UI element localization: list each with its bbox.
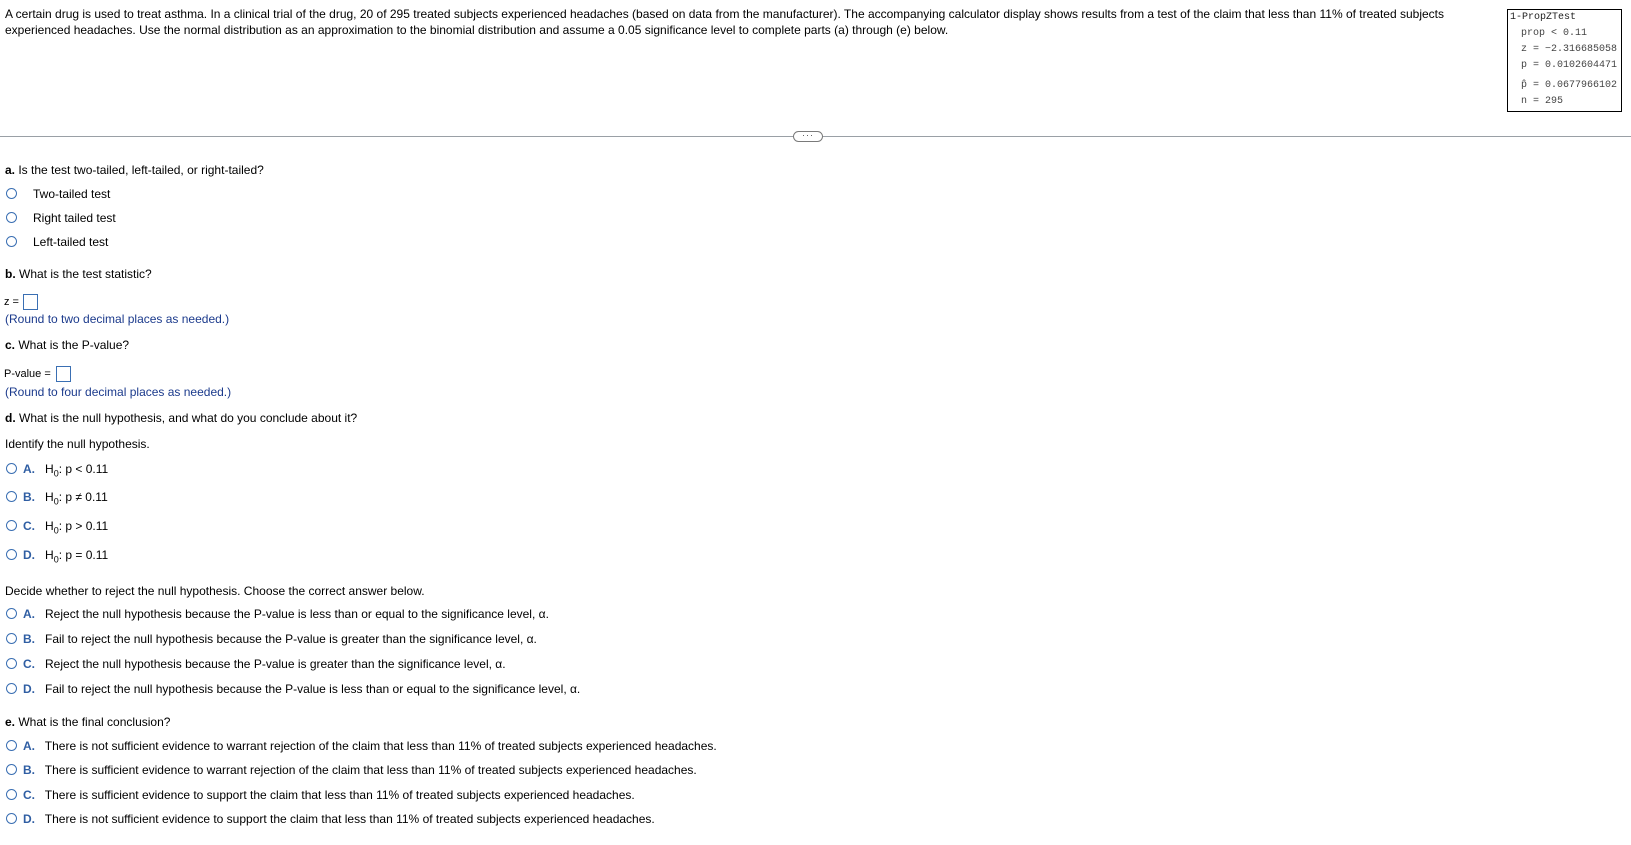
radio-conclusion-c[interactable] [6,789,17,800]
null-option-a-letter: A. [23,462,35,476]
null-option-a-text: : p < 0.11 [58,462,109,476]
radio-conclusion-a[interactable] [6,740,17,751]
radio-decision-b[interactable] [6,633,17,644]
z-answer-input[interactable] [23,294,38,310]
z-label: z = [4,296,19,308]
null-option-a[interactable] [23,462,108,478]
conclusion-option-c[interactable] [23,788,635,802]
null-option-c-h: H [45,519,54,533]
option-left-tailed[interactable]: Left-tailed test [33,235,109,249]
calc-prop: prop < 0.11 [1521,28,1588,39]
conclusion-option-a[interactable] [23,739,717,753]
conclusion-option-c-text: There is sufficient evidence to support the claim that less than 11% of treated subjects experienced headaches. [44,788,635,802]
p-value-label: P-value = [4,368,51,380]
conclusion-option-a-text: There is not sufficient evidence to warrant rejection of the claim that less than 11% of treated subjects experienced headaches. [44,739,717,753]
conclusion-option-a-letter: A. [23,739,35,753]
null-option-c-text: : p > 0.11 [58,519,109,533]
question-d-letter: d. [5,411,16,425]
question-b-text: What is the test statistic? [15,267,152,281]
null-option-a-h: H [45,462,54,476]
question-c-letter: c. [5,338,16,352]
radio-decision-d[interactable] [6,683,17,694]
radio-decision-a[interactable] [6,608,17,619]
null-option-d-sub: 0 [53,554,59,565]
question-c [5,338,129,352]
null-option-b[interactable] [23,490,108,506]
calc-phat: p̂ = 0.0677966102 [1521,80,1618,91]
radio-null-c[interactable] [6,520,17,531]
radio-conclusion-b[interactable] [6,764,17,775]
decision-option-d-letter: D. [23,682,35,696]
null-option-d[interactable] [23,548,108,564]
null-option-b-letter: B. [23,490,35,504]
calc-n: n = 295 [1521,96,1564,107]
decision-option-c-letter: C. [23,657,35,671]
null-option-c[interactable] [23,519,108,535]
question-b [5,267,152,281]
null-option-d-letter: D. [23,548,35,562]
question-b-letter: b. [5,267,16,281]
null-option-a-sub: 0 [53,468,59,479]
decision-option-d-text: Fail to reject the null hypothesis because the P-value is less than or equal to the significance level, α. [45,682,581,696]
question-a-letter: a. [5,163,16,177]
decision-option-c[interactable] [23,657,506,671]
decision-option-a-letter: A. [23,607,35,621]
calc-p: p = 0.0102604471 [1521,60,1618,71]
radio-null-d[interactable] [6,549,17,560]
p-value-round-hint: (Round to four decimal places as needed.) [5,385,232,399]
null-option-b-sub: 0 [53,496,59,507]
calc-title: 1-PropZTest [1510,12,1577,23]
calculator-display [1507,9,1622,112]
decision-option-a[interactable] [23,607,549,621]
decision-option-a-text: Reject the null hypothesis because the P-value is less than or equal to the significance level, α. [45,607,549,621]
radio-left-tailed[interactable] [6,236,17,247]
null-option-c-sub: 0 [53,525,59,536]
null-option-d-h: H [45,548,54,562]
expand-handle[interactable]: ··· [793,131,823,142]
identify-null-text: Identify the null hypothesis. [5,437,150,451]
question-e-letter: e. [5,715,16,729]
question-e [5,715,170,729]
conclusion-option-c-letter: C. [23,788,35,802]
conclusion-option-b-text: There is sufficient evidence to warrant rejection of the claim that less than 11% of treated subjects experienced headaches. [44,763,697,777]
decision-option-b-text: Fail to reject the null hypothesis because the P-value is greater than the significance level, α. [45,632,537,646]
null-option-c-letter: C. [23,519,35,533]
conclusion-option-d-text: There is not sufficient evidence to support the claim that less than 11% of treated subjects experienced headaches. [44,812,655,826]
conclusion-option-b-letter: B. [23,763,35,777]
radio-right-tailed[interactable] [6,212,17,223]
problem-statement: A certain drug is used to treat asthma. In a clinical trial of the drug, 20 of 295 treated subjects experienced headaches (based on data from the manufacturer). The accompanying calculator display shows results from a test of the claim that less than 11% of treated subjects experienced headaches. Use the normal distribution as an approximation to the binomial distribution and assume a 0.05 significance level to complete parts (a) through (e) below. [5,7,1445,37]
question-d-text: What is the null hypothesis, and what do you conclude about it? [15,411,358,425]
z-round-hint: (Round to two decimal places as needed.) [5,312,230,326]
calc-z: z = −2.316685058 [1521,44,1618,55]
question-a [5,163,264,177]
radio-decision-c[interactable] [6,658,17,669]
decision-option-c-text: Reject the null hypothesis because the P-value is greater than the significance level, α. [45,657,506,671]
null-option-b-h: H [45,490,54,504]
decide-text: Decide whether to reject the null hypothesis. Choose the correct answer below. [5,584,425,598]
radio-null-a[interactable] [6,463,17,474]
option-two-tailed[interactable]: Two-tailed test [33,187,111,201]
null-option-d-text: : p = 0.11 [58,548,109,562]
question-d [5,411,357,425]
decision-option-b[interactable] [23,632,537,646]
p-value-answer-input[interactable] [56,366,71,382]
decision-option-d[interactable] [23,682,580,696]
decision-option-b-letter: B. [23,632,35,646]
conclusion-option-d[interactable] [23,812,655,826]
question-e-text: What is the final conclusion? [15,715,171,729]
question-a-text: Is the test two-tailed, left-tailed, or right-tailed? [15,163,264,177]
question-c-text: What is the P-value? [15,338,130,352]
radio-null-b[interactable] [6,491,17,502]
radio-conclusion-d[interactable] [6,813,17,824]
radio-two-tailed[interactable] [6,188,17,199]
null-option-b-text: : p ≠ 0.11 [58,490,108,504]
conclusion-option-d-letter: D. [23,812,35,826]
option-right-tailed[interactable]: Right tailed test [33,211,116,225]
conclusion-option-b[interactable] [23,763,697,777]
